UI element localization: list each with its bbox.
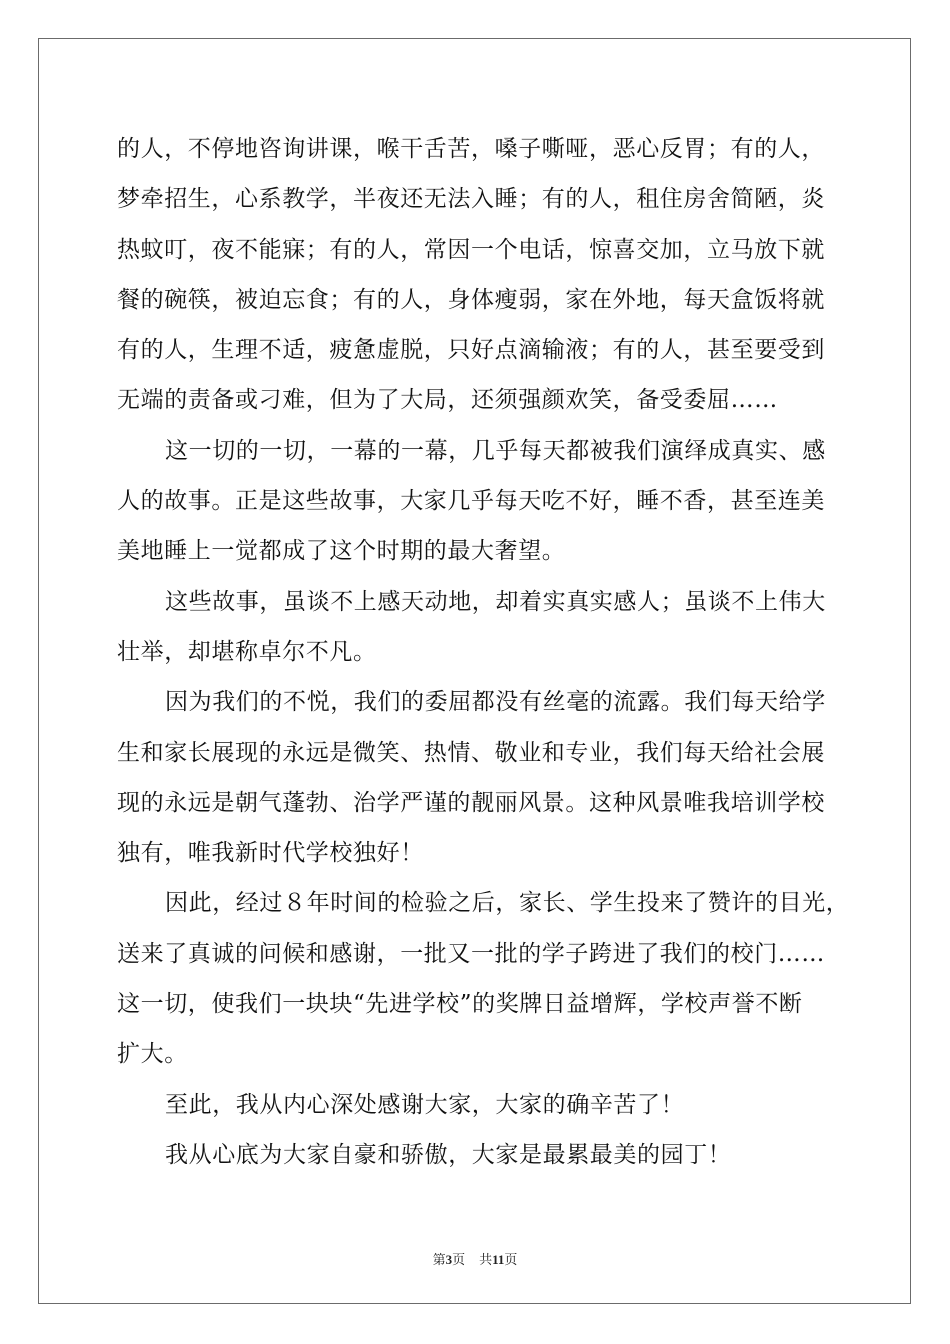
paragraph-first-line: 我从心底为大家自豪和骄傲，大家是最累最美的园丁！ [165,1141,732,1168]
footer-total-pages: 11 [492,1252,505,1267]
text-line: 餐的碗筷，被迫忘食；有的人，身体瘦弱，家在外地，每天盒饭将就 [117,286,825,313]
footer-page-suffix: 页 [452,1252,466,1267]
text-line: 独有，唯我新时代学校独好！ [117,840,424,867]
footer-total-suffix: 页 [504,1252,518,1267]
text-line: 无端的责备或刁难，但为了大局，还须强颜欢笑，备受委屈…… [117,387,778,414]
text-line: 壮举，却堪称卓尔不凡。 [117,638,377,665]
paragraph-first-line: 这些故事，虽谈不上感天动地，却着实真实感人；虽谈不上伟大 [165,588,826,615]
text-line: 这一切，使我们一块块“先进学校”的奖牌日益增辉，学校声誉不断 [117,991,803,1018]
text-line: 的人，不停地咨询讲课，喉干舌苦，嗓子嘶哑，恶心反胃；有的人， [117,136,825,162]
paragraph-first-line: 因为我们的不悦，我们的委屈都没有丝毫的流露。我们每天给学 [165,689,826,716]
text-line: 现的永远是朝气蓬勃、治学严谨的靓丽风景。这种风景唯我培训学校 [117,789,825,816]
paragraph-first-line: 这一切的一切，一幕的一幕，几乎每天都被我们演绎成真实、感 [165,437,826,464]
text-line: 热蚊叮，夜不能寐；有的人，常因一个电话，惊喜交加，立马放下就 [117,236,825,263]
page-footer [0,1249,950,1268]
text-line: 送来了真诚的问候和感谢，一批又一批的学子跨进了我们的校门…… [117,940,825,967]
footer-page-number: 3 [445,1252,453,1267]
paragraph-first-line: 至此，我从内心深处感谢大家，大家的确辛苦了！ [165,1091,685,1118]
text-line: 梦牵招生，心系教学，半夜还无法入睡；有的人，租住房舍简陋，炎 [117,186,825,213]
text-line: 有的人，生理不适，疲惫虚脱，只好点滴输液；有的人，甚至要受到 [117,337,825,364]
document-body [117,124,850,1180]
text-line: 扩大。 [117,1041,188,1068]
footer-total-prefix: 共 [479,1252,493,1267]
paragraph-first-line: 因此，经过８年时间的检验之后，家长、学生投来了赞许的目光， [165,890,850,917]
footer-page-prefix: 第 [432,1252,446,1267]
text-line: 人的故事。正是这些故事，大家几乎每天吃不好，睡不香，甚至连美 [117,488,825,515]
text-line: 美地睡上一觉都成了这个时期的最大奢望。 [117,538,566,565]
text-line: 生和家长展现的永远是微笑、热情、敬业和专业，我们每天给社会展 [117,739,825,766]
